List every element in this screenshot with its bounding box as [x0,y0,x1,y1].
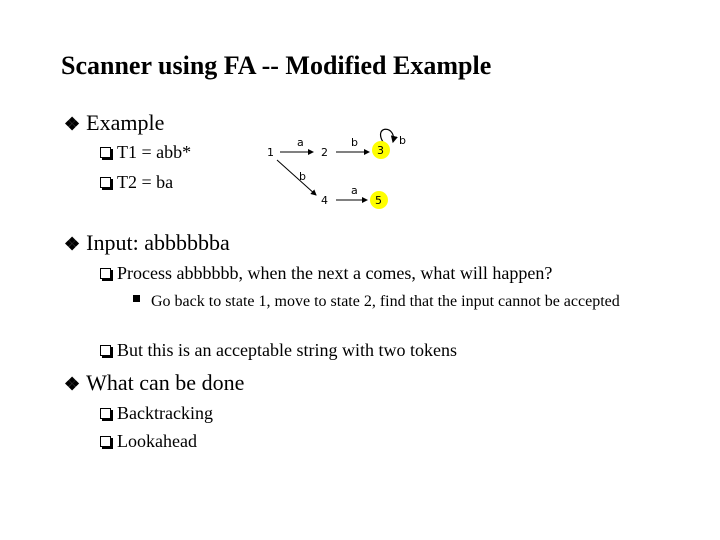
checkbox-bullet-icon [100,177,111,188]
bullet-example [64,110,164,136]
detail-bullet-text: Go back to state 1, move to state 2, find that the input cannot be accepted [151,293,620,310]
bullet-text: Input: abbbbbba [86,230,230,255]
slide-title: Scanner using FA -- Modified Example [61,51,492,80]
diamond-bullet-icon: ❖ [64,374,81,394]
state-label: 3 [377,144,384,157]
state-label: 4 [321,194,328,207]
edge-1-4 [277,160,316,195]
checkbox-bullet-icon [100,408,111,419]
bullet-input [64,230,230,256]
fa-diagram [255,120,425,220]
sub-bullet-text: Lookahead [117,431,197,451]
bullet-text: Example [86,110,165,135]
square-bullet-icon [133,295,140,302]
detail-bullet [133,291,150,309]
state-4 [316,191,334,209]
checkbox-bullet-icon [100,147,111,158]
sub-bullet-t1 [100,142,191,163]
state-5 [370,191,388,209]
sub-bullet-text: T2 = ba [117,172,174,192]
checkbox-bullet-icon [100,268,111,279]
edge-label: b [351,136,358,149]
state-label: 1 [267,146,274,159]
state-2 [316,143,334,161]
edge-label: a [297,136,304,149]
sub-bullet-acceptable [100,340,457,361]
sub-bullet-text: T1 = abb* [117,142,192,162]
sub-bullet-text: Process abbbbbb, when the next a comes, what will happen? [117,263,553,283]
checkbox-bullet-icon [100,345,111,356]
sub-bullet-lookahead [100,431,197,452]
diamond-bullet-icon: ❖ [64,114,81,134]
diamond-bullet-icon: ❖ [64,234,81,254]
sub-bullet-text: Backtracking [117,403,213,423]
state-1 [262,143,280,161]
sub-bullet-text: But this is an acceptable string with two tokens [117,340,457,360]
state-3 [372,141,390,159]
bullet-what-can-be-done [64,370,244,396]
sub-bullet-t2 [100,172,173,193]
self-loop-3 [381,129,394,142]
state-label: 5 [375,194,382,207]
sub-bullet-backtracking [100,403,213,424]
state-label: 2 [321,146,328,159]
edge-label: b [299,170,306,183]
checkbox-bullet-icon [100,436,111,447]
sub-bullet-process [100,263,552,284]
edge-label: a [351,184,358,197]
bullet-text: What can be done [86,370,245,395]
edge-label: b [399,134,406,147]
